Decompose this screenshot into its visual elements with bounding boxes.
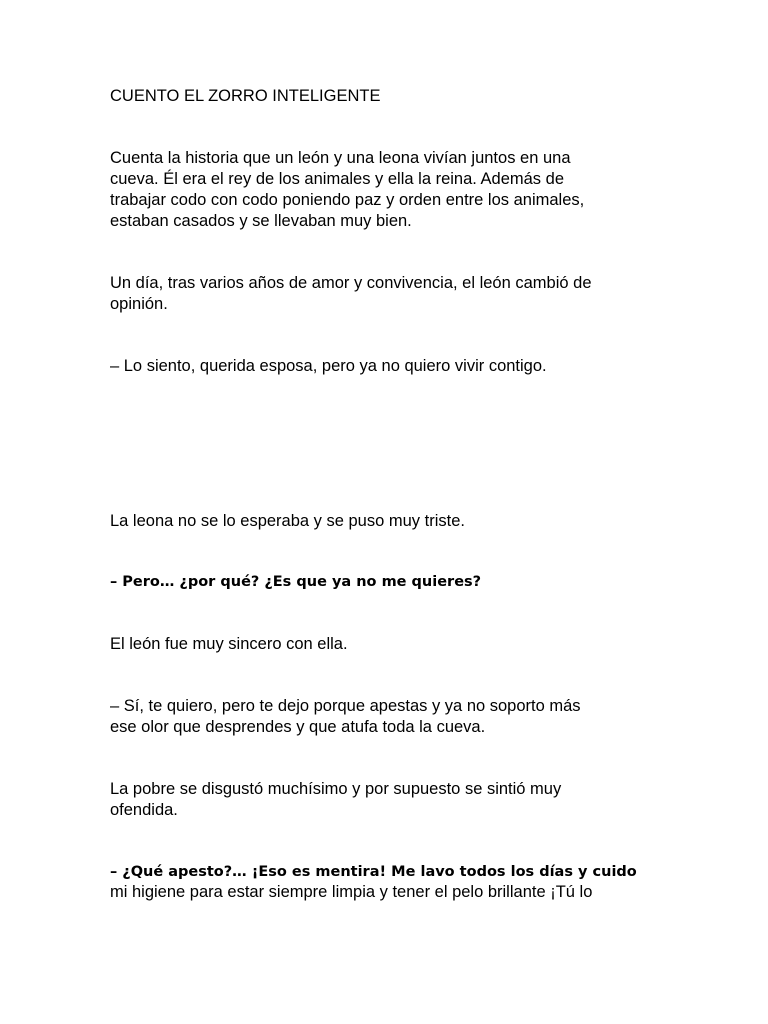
paragraph-6: El león fue muy sincero con ella.	[110, 635, 348, 653]
paragraph-4: La leona no se lo esperaba y se puso muy triste.	[110, 512, 465, 530]
paragraph-9-line-1	[110, 861, 670, 883]
paragraph-5: – Pero… ¿por qué? ¿Es que ya no me quieres?	[110, 574, 482, 590]
paragraph-9-line-2: mi higiene para estar siempre limpia y tener el pelo brillante ¡Tú lo	[110, 883, 593, 901]
paragraph-7: – Sí, te quiero, pero te dejo porque apestas y ya no soporto más ese olor que desprendes y que atufa toda la cueva.	[110, 697, 581, 736]
document-title: CUENTO EL ZORRO INTELIGENTE	[110, 87, 381, 105]
paragraph-9-bold-text: – ¿Qué apesto?… ¡Eso es mentira! Me lavo todos los días y cuido	[110, 864, 637, 880]
paragraph-3: – Lo siento, querida esposa, pero ya no quiero vivir contigo.	[110, 357, 547, 375]
paragraph-2: Un día, tras varios años de amor y convivencia, el león cambió de opinión.	[110, 274, 592, 313]
paragraph-8: La pobre se disgustó muchísimo y por supuesto se sintió muy ofendida.	[110, 780, 562, 819]
paragraph-1: Cuenta la historia que un león y una leona vivían juntos en una cueva. Él era el rey de los animales y ella la reina. Además de trabajar codo con codo poniendo paz y orden entre los animales, estaban casados y se llevaban muy bien.	[110, 149, 585, 230]
